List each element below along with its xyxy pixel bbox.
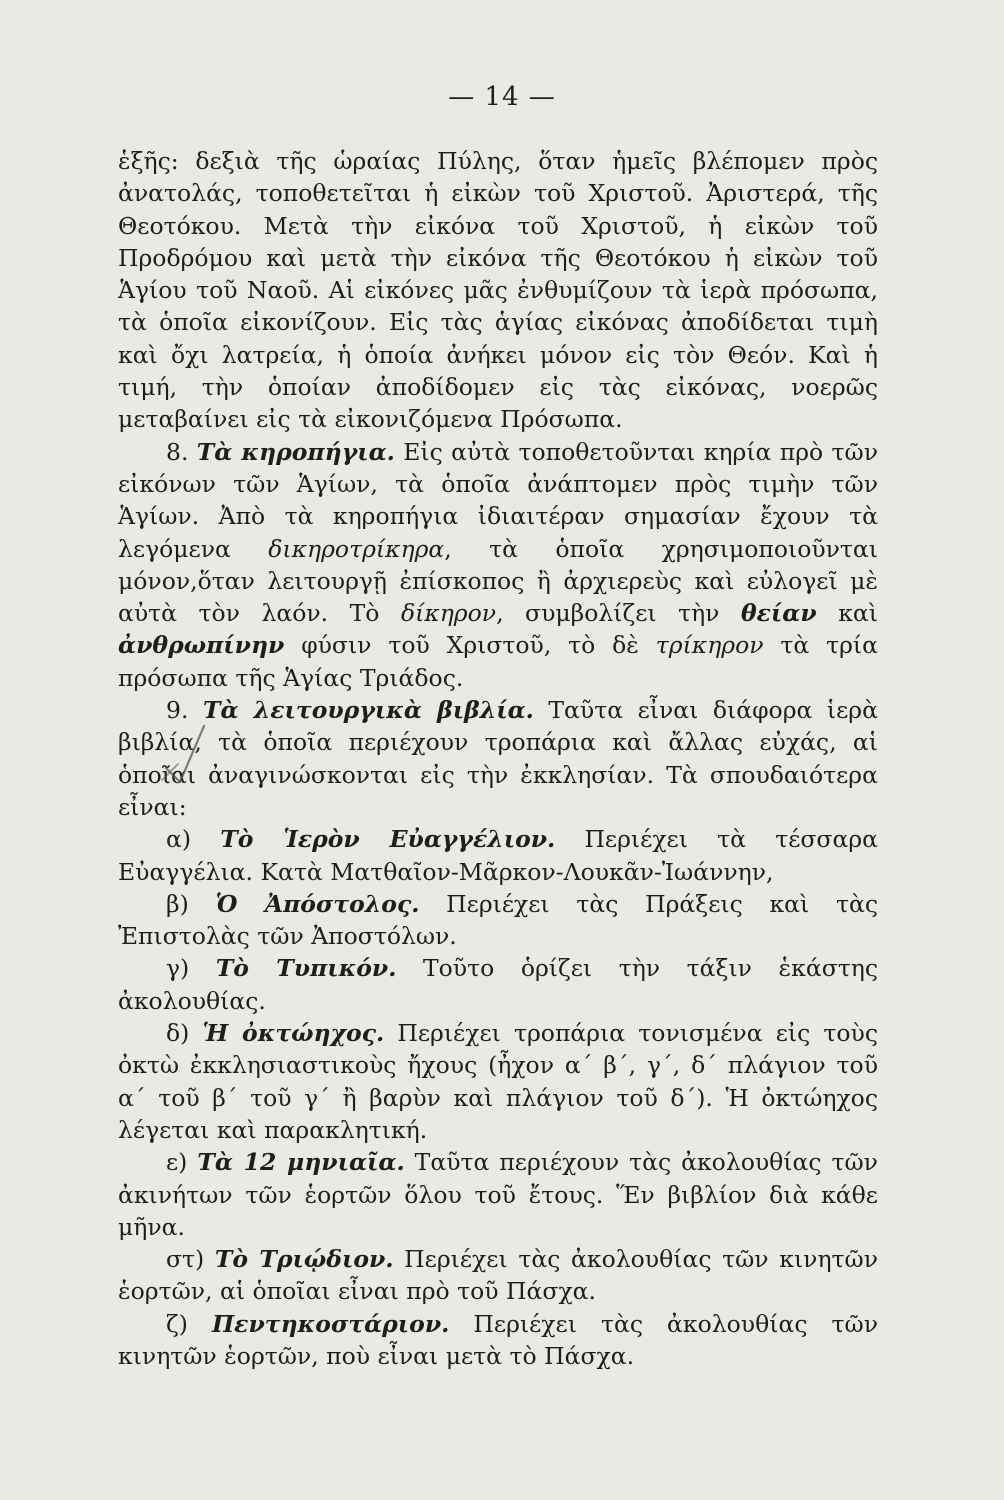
section-9-text: Ταῦτα εἶναι διάφορα ἱερὰ βιβλία, τὰ ὁποῖα περιέχουν τροπάρια καὶ ἄλλας εὐχάς, αἱ ὁποῖαι ἀναγινώσκονται εἰς τὴν ἐκκλησίαν. Τὰ σπουδαιότερα εἶναι:: [118, 696, 878, 821]
paragraph-icons: ἑξῆς: δεξιὰ τῆς ὡραίας Πύλης, ὅταν ἡμεῖς βλέπομεν πρὸς ἀνατολάς, τοποθετεῖται ἡ εἰκὼν τοῦ Χριστοῦ. Ἀριστερά, τῆς Θεοτόκου. Μετὰ τὴν εἰκόνα τοῦ Χριστοῦ, ἡ εἰκὼν τοῦ Προδρόμου καὶ μετὰ τὴν εἰκόνα τῆς Θεοτόκου ἡ εἰκὼν τοῦ Ἁγίου τοῦ Ναοῦ. Αἱ εἰκόνες μᾶς ἐνθυμίζουν τὰ ἱερὰ πρόσωπα, τὰ ὁποῖα εἰκονίζουν. Εἰς τὰς ἁγίας εἰκόνας ἀποδίδεται τιμὴ καὶ ὄχι λατρεία, ἡ ὁποία ἀνήκει μόνον εἰς τὸν Θεόν. Καὶ ἡ τιμή, τὴν ὁποίαν ἀποδίδομεν εἰς τὰς εἰκόνας, νοερῶς μεταβαίνει εἰς τὰ εἰκονιζόμενα Πρόσωπα.: [118, 147, 878, 434]
list-item-e: [118, 1146, 878, 1243]
list-item-text: Περιέχει τὰς ἀκολουθίας τῶν κινητῶν ἑορτῶν, αἱ ὁποῖαι εἶναι πρὸ τοῦ Πάσχα.: [118, 1245, 878, 1306]
term-trikiron: τρίκηρον: [655, 631, 764, 660]
section-9-number: 9.: [166, 696, 189, 725]
list-item-label: β): [166, 889, 189, 918]
section-8-text-4: καὶ: [816, 599, 878, 628]
section-9-heading: Τὰ λειτουργικὰ βιβλία.: [202, 696, 534, 725]
term-dikiron: δίκηρον: [400, 599, 497, 628]
section-8-text-5: φύσιν τοῦ Χριστοῦ, τὸ δὲ: [284, 631, 656, 660]
list-item-text: Περιέχει τὰ τέσσαρα Εὐαγγέλια. Κατὰ Ματθαῖον-Μᾶρκον-Λουκᾶν-Ἰωάννην,: [118, 825, 879, 886]
list-item-st: [118, 1243, 878, 1308]
list-item-label: γ): [166, 954, 190, 983]
section-8-candlesticks: [118, 436, 878, 694]
list-item-label: δ): [166, 1019, 190, 1048]
list-item-title: Τὸ Τριῴδιον.: [214, 1245, 394, 1274]
list-item-b: [118, 888, 878, 953]
term-anthropinin: ἀνθρωπίνην: [118, 631, 285, 660]
list-item-title: Τὸ Τυπικόν.: [215, 954, 397, 983]
page-body: [118, 145, 878, 1372]
section-8-number: 8.: [166, 437, 189, 466]
list-item-d: [118, 1017, 878, 1146]
list-item-label: ζ): [166, 1309, 188, 1338]
term-theian: θείαν: [740, 599, 817, 628]
list-item-text: Τοῦτο ὁρίζει τὴν τάξιν ἑκάστης ἀκολουθίας.: [118, 954, 878, 1015]
section-8-heading: Τὰ κηροπήγια.: [196, 437, 395, 466]
section-9-liturgical-books: [118, 694, 878, 823]
term-dikirotrikira: δικηροτρίκηρα: [268, 534, 445, 563]
list-item-title: Πεντηκοστάριον.: [211, 1309, 450, 1338]
section-8-text-6: τὰ τρία πρόσωπα τῆς Ἁγίας Τριάδος.: [118, 631, 878, 692]
page-number: — 14 —: [448, 82, 556, 112]
list-item-c: [118, 952, 878, 1017]
section-8-text-2: , τὰ ὁποῖα χρησιμοποιοῦνται μόνον,ὅταν λειτουργῇ ἐπίσκοπος ἢ ἀρχιερεὺς καὶ εὐλογεῖ μὲ αὐτὰ τὸν λαόν. Τὸ: [118, 534, 878, 628]
handwritten-check-mark-icon: [160, 720, 220, 790]
list-item-a: [118, 823, 878, 888]
list-item-label: ε): [166, 1148, 188, 1177]
list-item-text: Περιέχει τροπάρια τονισμένα εἰς τοὺς ὀκτὼ ἐκκλησιαστικοὺς ἤχους (ἦχον α΄ β΄, γ΄, δ΄ πλάγιον τοῦ α΄ τοῦ β΄ τοῦ γ΄ ἢ βαρὺν καὶ πλάγιον τοῦ δ΄). Ἡ ὀκτώηχος λέγεται καὶ παρακλητική.: [118, 1019, 879, 1144]
list-item-label: στ): [166, 1245, 205, 1274]
list-item-label: α): [166, 825, 192, 854]
list-item-text: Περιέχει τὰς ἀκολουθίας τῶν κινητῶν ἑορτῶν, ποὺ εἶναι μετὰ τὸ Πάσχα.: [118, 1309, 878, 1370]
list-item-title: Ἡ ὀκτώηχος.: [202, 1019, 385, 1048]
list-item-text: Περιέχει τὰς Πράξεις καὶ τὰς Ἐπιστολὰς τῶν Ἀποστόλων.: [118, 889, 878, 951]
list-item-title: Τὸ Ἱερὸν Εὐαγγέλιον.: [220, 825, 556, 854]
list-item-z: [118, 1308, 878, 1373]
list-item-title: Τὰ 12 μηνιαῖα.: [197, 1148, 405, 1177]
section-8-text-3: , συμβολίζει τὴν: [496, 599, 741, 628]
section-8-text-1: Εἰς αὐτὰ τοποθετοῦνται κηρία πρὸ τῶν εἰκόνων τῶν Ἁγίων, τὰ ὁποῖα ἀνάπτομεν πρὸς τιμὴν τῶν Ἁγίων. Ἀπὸ τὰ κηροπήγια ἰδιαιτέραν σημασίαν ἔχουν τὰ λεγόμενα: [118, 437, 878, 563]
list-item-text: Ταῦτα περιέχουν τὰς ἀκολουθίας τῶν ἀκινήτων τῶν ἑορτῶν ὅλου τοῦ ἔτους. Ἕν βιβλίον διὰ κάθε μῆνα.: [118, 1148, 878, 1241]
list-item-title: Ὁ Ἀπόστολος.: [215, 889, 420, 918]
